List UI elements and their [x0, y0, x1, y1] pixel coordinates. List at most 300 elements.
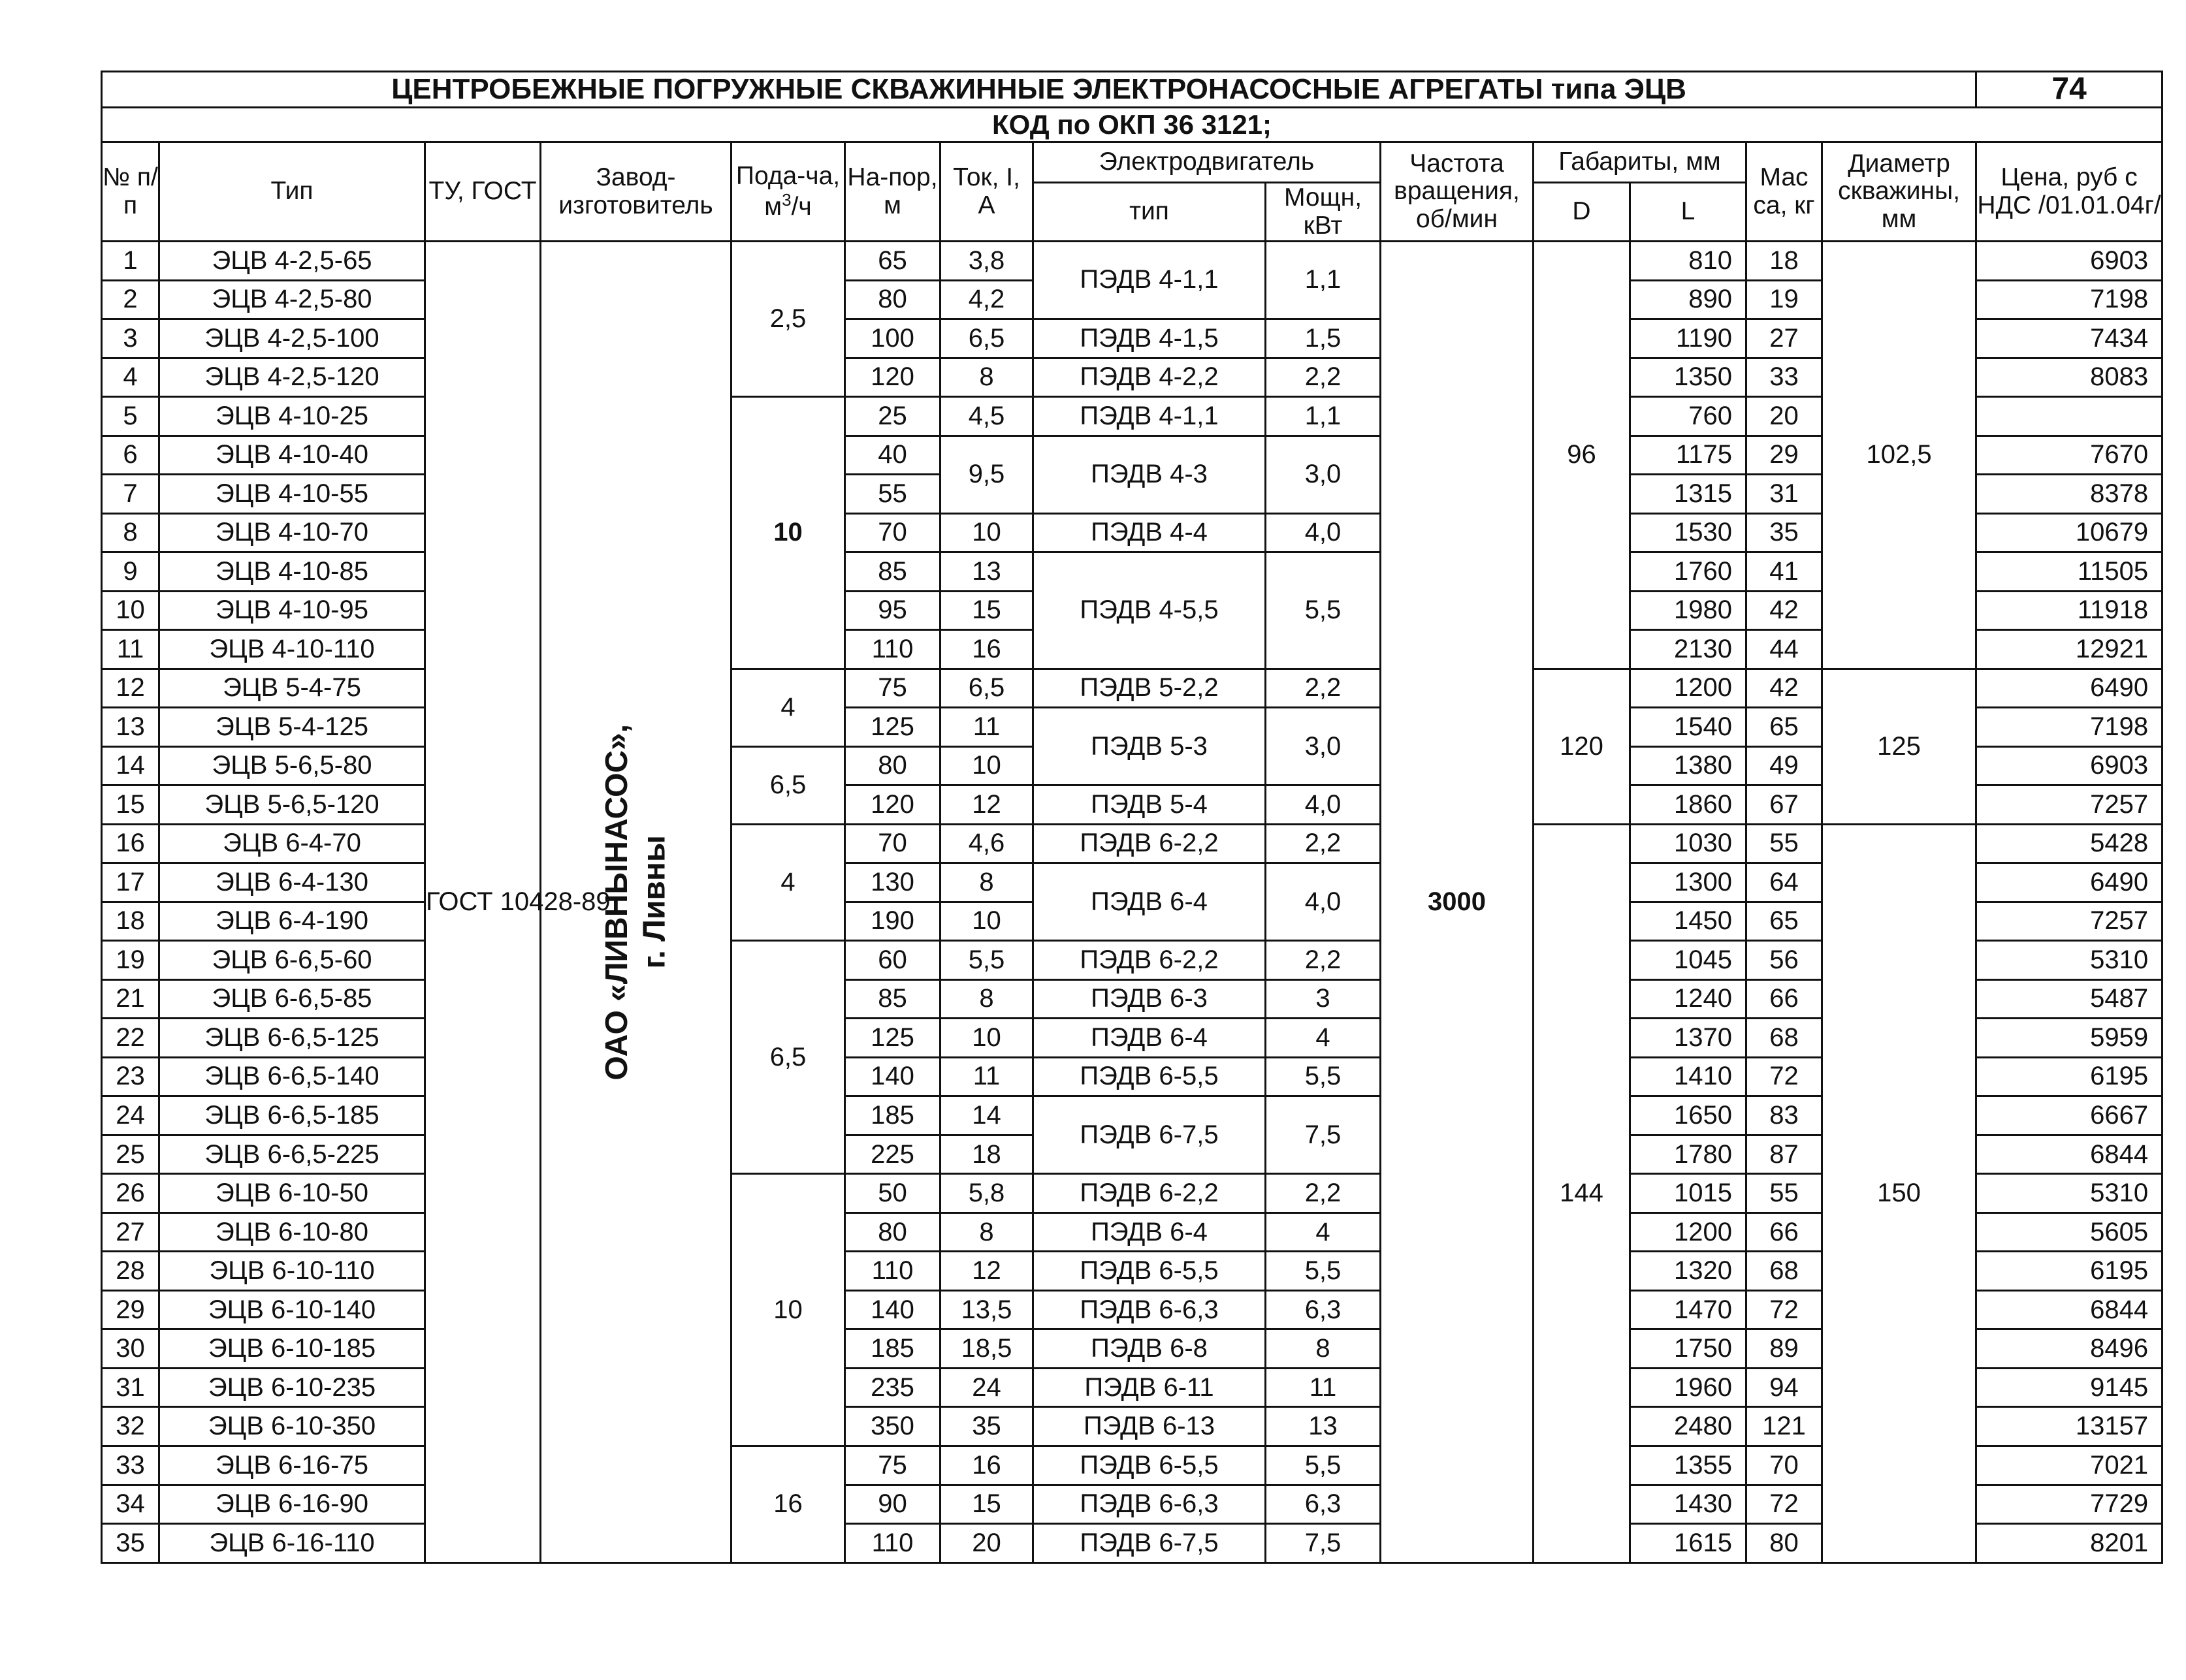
- cell-type: ЭЦВ 6-10-140: [159, 1290, 425, 1329]
- cell-price: 6490: [1976, 669, 2162, 708]
- cell-head: 85: [845, 979, 940, 1019]
- cell-dim-l: 2130: [1630, 630, 1746, 669]
- cell-type: ЭЦВ 6-6,5-225: [159, 1135, 425, 1174]
- header-motor-group: Электродвигатель: [1033, 142, 1381, 183]
- cell-motor-type: ПЭДВ 6-7,5: [1033, 1096, 1266, 1174]
- cell-motor-power: 6,3: [1266, 1290, 1381, 1329]
- cell-price: 7257: [1976, 902, 2162, 941]
- cell-current: 5,8: [940, 1174, 1033, 1213]
- cell-num: 12: [102, 669, 159, 708]
- cell-price: 5310: [1976, 1174, 2162, 1213]
- cell-head: 130: [845, 863, 940, 902]
- cell-head: 140: [845, 1057, 940, 1096]
- cell-dim-d: 144: [1534, 824, 1630, 1562]
- cell-current: 4,6: [940, 824, 1033, 863]
- header-maker: Завод-изготовитель: [541, 142, 731, 242]
- cell-dim-l: 1300: [1630, 863, 1746, 902]
- cell-dim-d: 120: [1534, 669, 1630, 824]
- cell-dim-l: 1760: [1630, 552, 1746, 592]
- cell-head: 85: [845, 552, 940, 592]
- cell-dim-l: 1450: [1630, 902, 1746, 941]
- cell-price: 6903: [1976, 746, 2162, 785]
- cell-type: ЭЦВ 4-10-95: [159, 591, 425, 630]
- cell-dim-l: 1860: [1630, 785, 1746, 825]
- cell-head: 140: [845, 1290, 940, 1329]
- cell-num: 25: [102, 1135, 159, 1174]
- cell-mass: 49: [1746, 746, 1822, 785]
- cell-current: 8: [940, 358, 1033, 397]
- cell-dim-l: 1200: [1630, 1212, 1746, 1252]
- cell-dim-l: 1980: [1630, 591, 1746, 630]
- cell-type: ЭЦВ 6-4-130: [159, 863, 425, 902]
- cell-mass: 44: [1746, 630, 1822, 669]
- header-well: Диаметр скважины, мм: [1822, 142, 1976, 242]
- header-tu: ТУ, ГОСТ: [425, 142, 541, 242]
- cell-dim-l: 1030: [1630, 824, 1746, 863]
- cell-current: 6,5: [940, 669, 1033, 708]
- table-row: [102, 824, 2162, 863]
- cell-price: 5487: [1976, 979, 2162, 1019]
- cell-current: 5,5: [940, 941, 1033, 980]
- cell-type: ЭЦВ 4-10-25: [159, 397, 425, 436]
- cell-price: 8496: [1976, 1329, 2162, 1369]
- cell-speed: 3000: [1381, 242, 1534, 1563]
- cell-mass: 68: [1746, 1019, 1822, 1058]
- cell-dim-l: 1530: [1630, 513, 1746, 552]
- cell-head: 185: [845, 1329, 940, 1369]
- cell-num: 13: [102, 708, 159, 747]
- cell-current: 12: [940, 785, 1033, 825]
- cell-type: ЭЦВ 4-2,5-80: [159, 280, 425, 319]
- cell-head: 40: [845, 436, 940, 475]
- cell-current: 18,5: [940, 1329, 1033, 1369]
- cell-num: 23: [102, 1057, 159, 1096]
- cell-price: 8378: [1976, 475, 2162, 514]
- cell-mass: 65: [1746, 902, 1822, 941]
- cell-type: ЭЦВ 6-10-185: [159, 1329, 425, 1369]
- cell-mass: 89: [1746, 1329, 1822, 1369]
- cell-dim-l: 1750: [1630, 1329, 1746, 1369]
- cell-mass: 18: [1746, 242, 1822, 281]
- cell-mass: 56: [1746, 941, 1822, 980]
- cell-head: 95: [845, 591, 940, 630]
- cell-motor-type: ПЭДВ 6-3: [1033, 979, 1266, 1019]
- cell-motor-type: ПЭДВ 6-2,2: [1033, 824, 1266, 863]
- cell-dim-l: 1015: [1630, 1174, 1746, 1213]
- cell-dim-l: 1960: [1630, 1368, 1746, 1407]
- cell-motor-power: 7,5: [1266, 1096, 1381, 1174]
- cell-type: ЭЦВ 6-10-80: [159, 1212, 425, 1252]
- cell-dim-l: 2480: [1630, 1407, 1746, 1446]
- cell-type: ЭЦВ 4-2,5-120: [159, 358, 425, 397]
- cell-mass: 87: [1746, 1135, 1822, 1174]
- cell-motor-power: 3,0: [1266, 436, 1381, 513]
- cell-head: 65: [845, 242, 940, 281]
- cell-price: 6844: [1976, 1135, 2162, 1174]
- okp-code: КОД по ОКП 36 3121;: [102, 108, 2162, 142]
- cell-head: 75: [845, 669, 940, 708]
- cell-current: 8: [940, 1212, 1033, 1252]
- cell-head: 25: [845, 397, 940, 436]
- cell-num: 33: [102, 1446, 159, 1485]
- cell-current: 15: [940, 1485, 1033, 1524]
- cell-type: ЭЦВ 5-6,5-120: [159, 785, 425, 825]
- cell-head: 80: [845, 746, 940, 785]
- cell-price: 10679: [1976, 513, 2162, 552]
- cell-motor-power: 4,0: [1266, 863, 1381, 941]
- cell-mass: 55: [1746, 824, 1822, 863]
- cell-head: 120: [845, 785, 940, 825]
- cell-price: 5959: [1976, 1019, 2162, 1058]
- cell-motor-type: ПЭДВ 6-11: [1033, 1368, 1266, 1407]
- cell-price: 7729: [1976, 1485, 2162, 1524]
- header-dim-d: D: [1534, 183, 1630, 242]
- cell-dim-l: 1045: [1630, 941, 1746, 980]
- cell-dim-l: 1355: [1630, 1446, 1746, 1485]
- cell-maker: ОАО «ЛИВНЫНАСОС», г. Ливны: [541, 242, 731, 1563]
- cell-current: 10: [940, 902, 1033, 941]
- cell-dim-l: 1175: [1630, 436, 1746, 475]
- cell-current: 10: [940, 746, 1033, 785]
- cell-current: 11: [940, 1057, 1033, 1096]
- cell-type: ЭЦВ 4-10-110: [159, 630, 425, 669]
- cell-price: 7670: [1976, 436, 2162, 475]
- cell-type: ЭЦВ 4-10-40: [159, 436, 425, 475]
- cell-type: ЭЦВ 4-2,5-65: [159, 242, 425, 281]
- cell-num: 2: [102, 280, 159, 319]
- cell-head: 125: [845, 1019, 940, 1058]
- cell-current: 8: [940, 979, 1033, 1019]
- cell-motor-power: 5,5: [1266, 1057, 1381, 1096]
- cell-head: 110: [845, 1524, 940, 1563]
- cell-mass: 19: [1746, 280, 1822, 319]
- cell-current: 8: [940, 863, 1033, 902]
- cell-motor-type: ПЭДВ 4-1,5: [1033, 319, 1266, 358]
- cell-head: 75: [845, 1446, 940, 1485]
- cell-head: 110: [845, 1252, 940, 1291]
- cell-mass: 121: [1746, 1407, 1822, 1446]
- cell-mass: 80: [1746, 1524, 1822, 1563]
- cell-price: 7198: [1976, 708, 2162, 747]
- cell-current: 3,8: [940, 242, 1033, 281]
- cell-motor-type: ПЭДВ 5-4: [1033, 785, 1266, 825]
- table-row: [102, 242, 2162, 281]
- cell-flow: 6,5: [731, 941, 845, 1174]
- cell-mass: 67: [1746, 785, 1822, 825]
- cell-motor-type: ПЭДВ 5-2,2: [1033, 669, 1266, 708]
- cell-type: ЭЦВ 5-4-75: [159, 669, 425, 708]
- cell-motor-power: 5,5: [1266, 1446, 1381, 1485]
- cell-num: 15: [102, 785, 159, 825]
- cell-motor-type: ПЭДВ 4-1,1: [1033, 242, 1266, 319]
- cell-num: 34: [102, 1485, 159, 1524]
- cell-dim-d: 96: [1534, 242, 1630, 669]
- cell-type: ЭЦВ 6-6,5-185: [159, 1096, 425, 1135]
- cell-mass: 31: [1746, 475, 1822, 514]
- cell-flow: 10: [731, 1174, 845, 1446]
- cell-mass: 72: [1746, 1485, 1822, 1524]
- cell-num: 17: [102, 863, 159, 902]
- cell-motor-power: 6,3: [1266, 1485, 1381, 1524]
- cell-mass: 94: [1746, 1368, 1822, 1407]
- cell-motor-power: 4: [1266, 1019, 1381, 1058]
- cell-dim-l: 1240: [1630, 979, 1746, 1019]
- cell-mass: 33: [1746, 358, 1822, 397]
- cell-num: 26: [102, 1174, 159, 1213]
- cell-gost: ГОСТ 10428-89: [425, 242, 541, 1563]
- cell-type: ЭЦВ 6-16-75: [159, 1446, 425, 1485]
- cell-price: 6667: [1976, 1096, 2162, 1135]
- cell-price: 7021: [1976, 1446, 2162, 1485]
- cell-motor-power: 2,2: [1266, 941, 1381, 980]
- cell-price: [1976, 397, 2162, 436]
- cell-dim-l: 1370: [1630, 1019, 1746, 1058]
- cell-mass: 68: [1746, 1252, 1822, 1291]
- cell-dim-l: 810: [1630, 242, 1746, 281]
- header-num: № п/п: [102, 142, 159, 242]
- cell-current: 13: [940, 552, 1033, 592]
- cell-price: 6195: [1976, 1057, 2162, 1096]
- cell-mass: 35: [1746, 513, 1822, 552]
- cell-price: 5310: [1976, 941, 2162, 980]
- cell-price: 6490: [1976, 863, 2162, 902]
- cell-head: 50: [845, 1174, 940, 1213]
- cell-dim-l: 1410: [1630, 1057, 1746, 1096]
- cell-dim-l: 890: [1630, 280, 1746, 319]
- cell-motor-power: 4,0: [1266, 785, 1381, 825]
- cell-type: ЭЦВ 6-6,5-85: [159, 979, 425, 1019]
- header-motor-type: тип: [1033, 183, 1266, 242]
- cell-current: 24: [940, 1368, 1033, 1407]
- cell-motor-power: 7,5: [1266, 1524, 1381, 1563]
- cell-type: ЭЦВ 6-6,5-125: [159, 1019, 425, 1058]
- cell-num: 18: [102, 902, 159, 941]
- header-head: На-пор, м: [845, 142, 940, 242]
- cell-price: 13157: [1976, 1407, 2162, 1446]
- cell-mass: 27: [1746, 319, 1822, 358]
- cell-motor-power: 2,2: [1266, 824, 1381, 863]
- header-dims-group: Габариты, мм: [1534, 142, 1746, 183]
- cell-motor-type: ПЭДВ 6-4: [1033, 1212, 1266, 1252]
- header-mass: Мас са, кг: [1746, 142, 1822, 242]
- cell-motor-type: ПЭДВ 4-2,2: [1033, 358, 1266, 397]
- cell-head: 90: [845, 1485, 940, 1524]
- cell-price: 11505: [1976, 552, 2162, 592]
- cell-dim-l: 1315: [1630, 475, 1746, 514]
- cell-motor-type: ПЭДВ 6-6,3: [1033, 1485, 1266, 1524]
- cell-motor-type: ПЭДВ 6-13: [1033, 1407, 1266, 1446]
- cell-dim-l: 1470: [1630, 1290, 1746, 1329]
- cell-motor-type: ПЭДВ 6-4: [1033, 863, 1266, 941]
- cell-mass: 83: [1746, 1096, 1822, 1135]
- cell-price: 8201: [1976, 1524, 2162, 1563]
- cell-mass: 66: [1746, 1212, 1822, 1252]
- cell-dim-l: 1380: [1630, 746, 1746, 785]
- header-type: Тип: [159, 142, 425, 242]
- cell-motor-type: ПЭДВ 6-5,5: [1033, 1446, 1266, 1485]
- cell-dim-l: 1350: [1630, 358, 1746, 397]
- cell-head: 120: [845, 358, 940, 397]
- cell-price: 6195: [1976, 1252, 2162, 1291]
- cell-mass: 42: [1746, 669, 1822, 708]
- cell-current: 35: [940, 1407, 1033, 1446]
- cell-motor-type: ПЭДВ 6-4: [1033, 1019, 1266, 1058]
- cell-flow: 16: [731, 1446, 845, 1562]
- cell-motor-type: ПЭДВ 4-1,1: [1033, 397, 1266, 436]
- cell-num: 1: [102, 242, 159, 281]
- cell-mass: 64: [1746, 863, 1822, 902]
- cell-motor-type: ПЭДВ 6-8: [1033, 1329, 1266, 1369]
- cell-motor-type: ПЭДВ 4-4: [1033, 513, 1266, 552]
- cell-motor-power: 3: [1266, 979, 1381, 1019]
- cell-mass: 72: [1746, 1057, 1822, 1096]
- cell-flow: 6,5: [731, 746, 845, 824]
- cell-price: 9145: [1976, 1368, 2162, 1407]
- cell-num: 31: [102, 1368, 159, 1407]
- cell-flow: 4: [731, 669, 845, 746]
- header-motor-power: Мощн, кВт: [1266, 183, 1381, 242]
- cell-num: 24: [102, 1096, 159, 1135]
- pump-spec-table: [101, 71, 2163, 1564]
- cell-head: 185: [845, 1096, 940, 1135]
- cell-head: 100: [845, 319, 940, 358]
- cell-head: 125: [845, 708, 940, 747]
- cell-motor-type: ПЭДВ 4-3: [1033, 436, 1266, 513]
- cell-num: 5: [102, 397, 159, 436]
- cell-dim-l: 1190: [1630, 319, 1746, 358]
- cell-type: ЭЦВ 4-10-55: [159, 475, 425, 514]
- cell-well: 102,5: [1822, 242, 1976, 669]
- cell-price: 6844: [1976, 1290, 2162, 1329]
- header-dim-l: L: [1630, 183, 1746, 242]
- page-number: 74: [1976, 72, 2162, 108]
- cell-type: ЭЦВ 4-2,5-100: [159, 319, 425, 358]
- cell-well: 150: [1822, 824, 1976, 1562]
- cell-num: 35: [102, 1524, 159, 1563]
- cell-head: 80: [845, 280, 940, 319]
- cell-motor-power: 2,2: [1266, 669, 1381, 708]
- cell-motor-power: 8: [1266, 1329, 1381, 1369]
- cell-num: 32: [102, 1407, 159, 1446]
- cell-dim-l: 1320: [1630, 1252, 1746, 1291]
- cell-type: ЭЦВ 5-6,5-80: [159, 746, 425, 785]
- cell-type: ЭЦВ 6-10-110: [159, 1252, 425, 1291]
- cell-current: 4,2: [940, 280, 1033, 319]
- cell-type: ЭЦВ 4-10-85: [159, 552, 425, 592]
- cell-motor-type: ПЭДВ 6-5,5: [1033, 1252, 1266, 1291]
- cell-motor-type: ПЭДВ 4-5,5: [1033, 552, 1266, 669]
- cell-num: 9: [102, 552, 159, 592]
- cell-motor-power: 2,2: [1266, 1174, 1381, 1213]
- cell-type: ЭЦВ 6-6,5-60: [159, 941, 425, 980]
- cell-dim-l: 1780: [1630, 1135, 1746, 1174]
- cell-current: 15: [940, 591, 1033, 630]
- cell-type: ЭЦВ 4-10-70: [159, 513, 425, 552]
- table-row: [102, 669, 2162, 708]
- cell-motor-power: 5,5: [1266, 552, 1381, 669]
- cell-num: 14: [102, 746, 159, 785]
- cell-num: 28: [102, 1252, 159, 1291]
- cell-price: 11918: [1976, 591, 2162, 630]
- cell-type: ЭЦВ 6-6,5-140: [159, 1057, 425, 1096]
- cell-motor-power: 4: [1266, 1212, 1381, 1252]
- cell-current: 16: [940, 630, 1033, 669]
- cell-current: 18: [940, 1135, 1033, 1174]
- cell-num: 19: [102, 941, 159, 980]
- cell-current: 10: [940, 1019, 1033, 1058]
- cell-num: 21: [102, 979, 159, 1019]
- cell-current: 9,5: [940, 436, 1033, 513]
- cell-motor-power: 1,1: [1266, 397, 1381, 436]
- cell-current: 4,5: [940, 397, 1033, 436]
- cell-num: 8: [102, 513, 159, 552]
- cell-type: ЭЦВ 6-10-50: [159, 1174, 425, 1213]
- cell-current: 13,5: [940, 1290, 1033, 1329]
- cell-motor-type: ПЭДВ 6-2,2: [1033, 941, 1266, 980]
- cell-dim-l: 760: [1630, 397, 1746, 436]
- cell-head: 110: [845, 630, 940, 669]
- cell-motor-type: ПЭДВ 6-2,2: [1033, 1174, 1266, 1213]
- cell-current: 11: [940, 708, 1033, 747]
- cell-head: 225: [845, 1135, 940, 1174]
- cell-mass: 66: [1746, 979, 1822, 1019]
- cell-current: 20: [940, 1524, 1033, 1563]
- cell-mass: 70: [1746, 1446, 1822, 1485]
- cell-motor-power: 1,1: [1266, 242, 1381, 319]
- cell-num: 11: [102, 630, 159, 669]
- cell-flow: 4: [731, 824, 845, 941]
- cell-type: ЭЦВ 6-4-70: [159, 824, 425, 863]
- cell-motor-power: 5,5: [1266, 1252, 1381, 1291]
- cell-motor-power: 2,2: [1266, 358, 1381, 397]
- cell-dim-l: 1650: [1630, 1096, 1746, 1135]
- cell-mass: 29: [1746, 436, 1822, 475]
- cell-type: ЭЦВ 6-16-110: [159, 1524, 425, 1563]
- cell-flow: 10: [731, 397, 845, 669]
- cell-mass: 20: [1746, 397, 1822, 436]
- cell-well: 125: [1822, 669, 1976, 824]
- header-speed: Частота вращения, об/мин: [1381, 142, 1534, 242]
- cell-motor-power: 3,0: [1266, 708, 1381, 785]
- cell-motor-power: 11: [1266, 1368, 1381, 1407]
- cell-type: ЭЦВ 5-4-125: [159, 708, 425, 747]
- cell-price: 6903: [1976, 242, 2162, 281]
- cell-price: 8083: [1976, 358, 2162, 397]
- cell-head: 70: [845, 824, 940, 863]
- cell-head: 55: [845, 475, 940, 514]
- cell-num: 3: [102, 319, 159, 358]
- cell-num: 29: [102, 1290, 159, 1329]
- cell-dim-l: 1430: [1630, 1485, 1746, 1524]
- cell-num: 6: [102, 436, 159, 475]
- cell-flow: 2,5: [731, 242, 845, 397]
- cell-motor-type: ПЭДВ 6-7,5: [1033, 1524, 1266, 1563]
- cell-current: 10: [940, 513, 1033, 552]
- cell-price: 5428: [1976, 824, 2162, 863]
- cell-type: ЭЦВ 6-10-235: [159, 1368, 425, 1407]
- cell-mass: 65: [1746, 708, 1822, 747]
- cell-motor-power: 13: [1266, 1407, 1381, 1446]
- cell-num: 7: [102, 475, 159, 514]
- cell-current: 16: [940, 1446, 1033, 1485]
- cell-dim-l: 1540: [1630, 708, 1746, 747]
- header-current: Ток, I, А: [940, 142, 1033, 242]
- cell-num: 16: [102, 824, 159, 863]
- cell-price: 7434: [1976, 319, 2162, 358]
- cell-current: 14: [940, 1096, 1033, 1135]
- cell-price: 7198: [1976, 280, 2162, 319]
- cell-type: ЭЦВ 6-16-90: [159, 1485, 425, 1524]
